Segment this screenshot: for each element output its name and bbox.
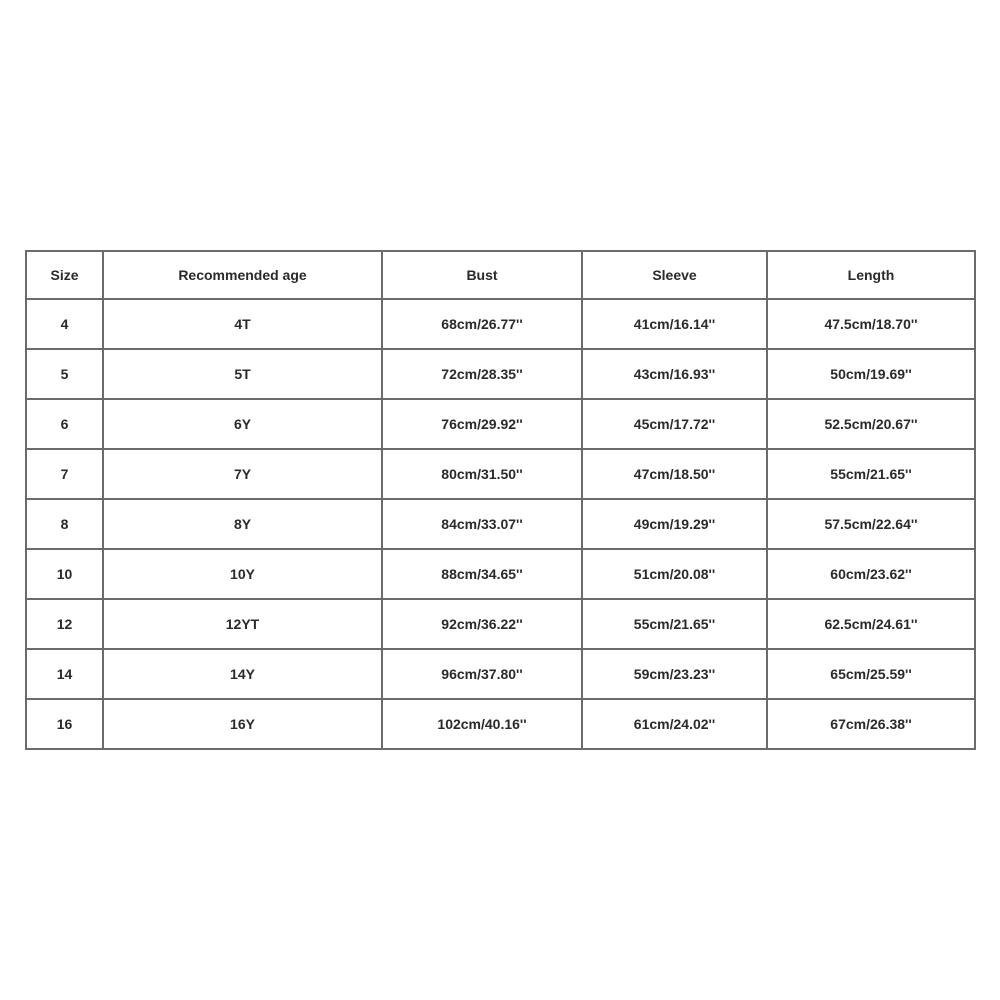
table-row bbox=[26, 349, 975, 399]
cell-age: 16Y bbox=[103, 699, 382, 749]
table-body bbox=[26, 299, 975, 749]
cell-length: 67cm/26.38'' bbox=[767, 699, 975, 749]
header-size: Size bbox=[26, 251, 103, 299]
header-recommended-age: Recommended age bbox=[103, 251, 382, 299]
cell-age: 10Y bbox=[103, 549, 382, 599]
header-sleeve: Sleeve bbox=[582, 251, 767, 299]
cell-size: 5 bbox=[26, 349, 103, 399]
table-header bbox=[26, 251, 975, 299]
cell-sleeve: 45cm/17.72'' bbox=[582, 399, 767, 449]
table-row bbox=[26, 299, 975, 349]
cell-bust: 76cm/29.92'' bbox=[382, 399, 582, 449]
cell-size: 7 bbox=[26, 449, 103, 499]
cell-sleeve: 59cm/23.23'' bbox=[582, 649, 767, 699]
cell-length: 57.5cm/22.64'' bbox=[767, 499, 975, 549]
cell-bust: 92cm/36.22'' bbox=[382, 599, 582, 649]
cell-bust: 80cm/31.50'' bbox=[382, 449, 582, 499]
cell-bust: 72cm/28.35'' bbox=[382, 349, 582, 399]
table-row bbox=[26, 399, 975, 449]
table-row bbox=[26, 549, 975, 599]
header-length: Length bbox=[767, 251, 975, 299]
cell-size: 12 bbox=[26, 599, 103, 649]
cell-size: 16 bbox=[26, 699, 103, 749]
cell-length: 60cm/23.62'' bbox=[767, 549, 975, 599]
table-row bbox=[26, 599, 975, 649]
cell-age: 12YT bbox=[103, 599, 382, 649]
cell-length: 50cm/19.69'' bbox=[767, 349, 975, 399]
cell-length: 62.5cm/24.61'' bbox=[767, 599, 975, 649]
header-bust: Bust bbox=[382, 251, 582, 299]
cell-age: 14Y bbox=[103, 649, 382, 699]
cell-size: 14 bbox=[26, 649, 103, 699]
cell-size: 4 bbox=[26, 299, 103, 349]
cell-length: 52.5cm/20.67'' bbox=[767, 399, 975, 449]
cell-sleeve: 61cm/24.02'' bbox=[582, 699, 767, 749]
cell-sleeve: 51cm/20.08'' bbox=[582, 549, 767, 599]
cell-sleeve: 55cm/21.65'' bbox=[582, 599, 767, 649]
cell-length: 65cm/25.59'' bbox=[767, 649, 975, 699]
cell-age: 6Y bbox=[103, 399, 382, 449]
cell-bust: 68cm/26.77'' bbox=[382, 299, 582, 349]
cell-sleeve: 47cm/18.50'' bbox=[582, 449, 767, 499]
table-row bbox=[26, 499, 975, 549]
cell-bust: 102cm/40.16'' bbox=[382, 699, 582, 749]
cell-size: 8 bbox=[26, 499, 103, 549]
header-row bbox=[26, 251, 975, 299]
cell-age: 7Y bbox=[103, 449, 382, 499]
table-row bbox=[26, 699, 975, 749]
size-chart-table bbox=[25, 250, 976, 750]
cell-length: 55cm/21.65'' bbox=[767, 449, 975, 499]
cell-bust: 96cm/37.80'' bbox=[382, 649, 582, 699]
cell-bust: 84cm/33.07'' bbox=[382, 499, 582, 549]
cell-bust: 88cm/34.65'' bbox=[382, 549, 582, 599]
cell-sleeve: 43cm/16.93'' bbox=[582, 349, 767, 399]
cell-age: 4T bbox=[103, 299, 382, 349]
cell-sleeve: 49cm/19.29'' bbox=[582, 499, 767, 549]
cell-age: 8Y bbox=[103, 499, 382, 549]
cell-sleeve: 41cm/16.14'' bbox=[582, 299, 767, 349]
cell-length: 47.5cm/18.70'' bbox=[767, 299, 975, 349]
cell-age: 5T bbox=[103, 349, 382, 399]
cell-size: 6 bbox=[26, 399, 103, 449]
cell-size: 10 bbox=[26, 549, 103, 599]
table-row bbox=[26, 649, 975, 699]
table-row bbox=[26, 449, 975, 499]
